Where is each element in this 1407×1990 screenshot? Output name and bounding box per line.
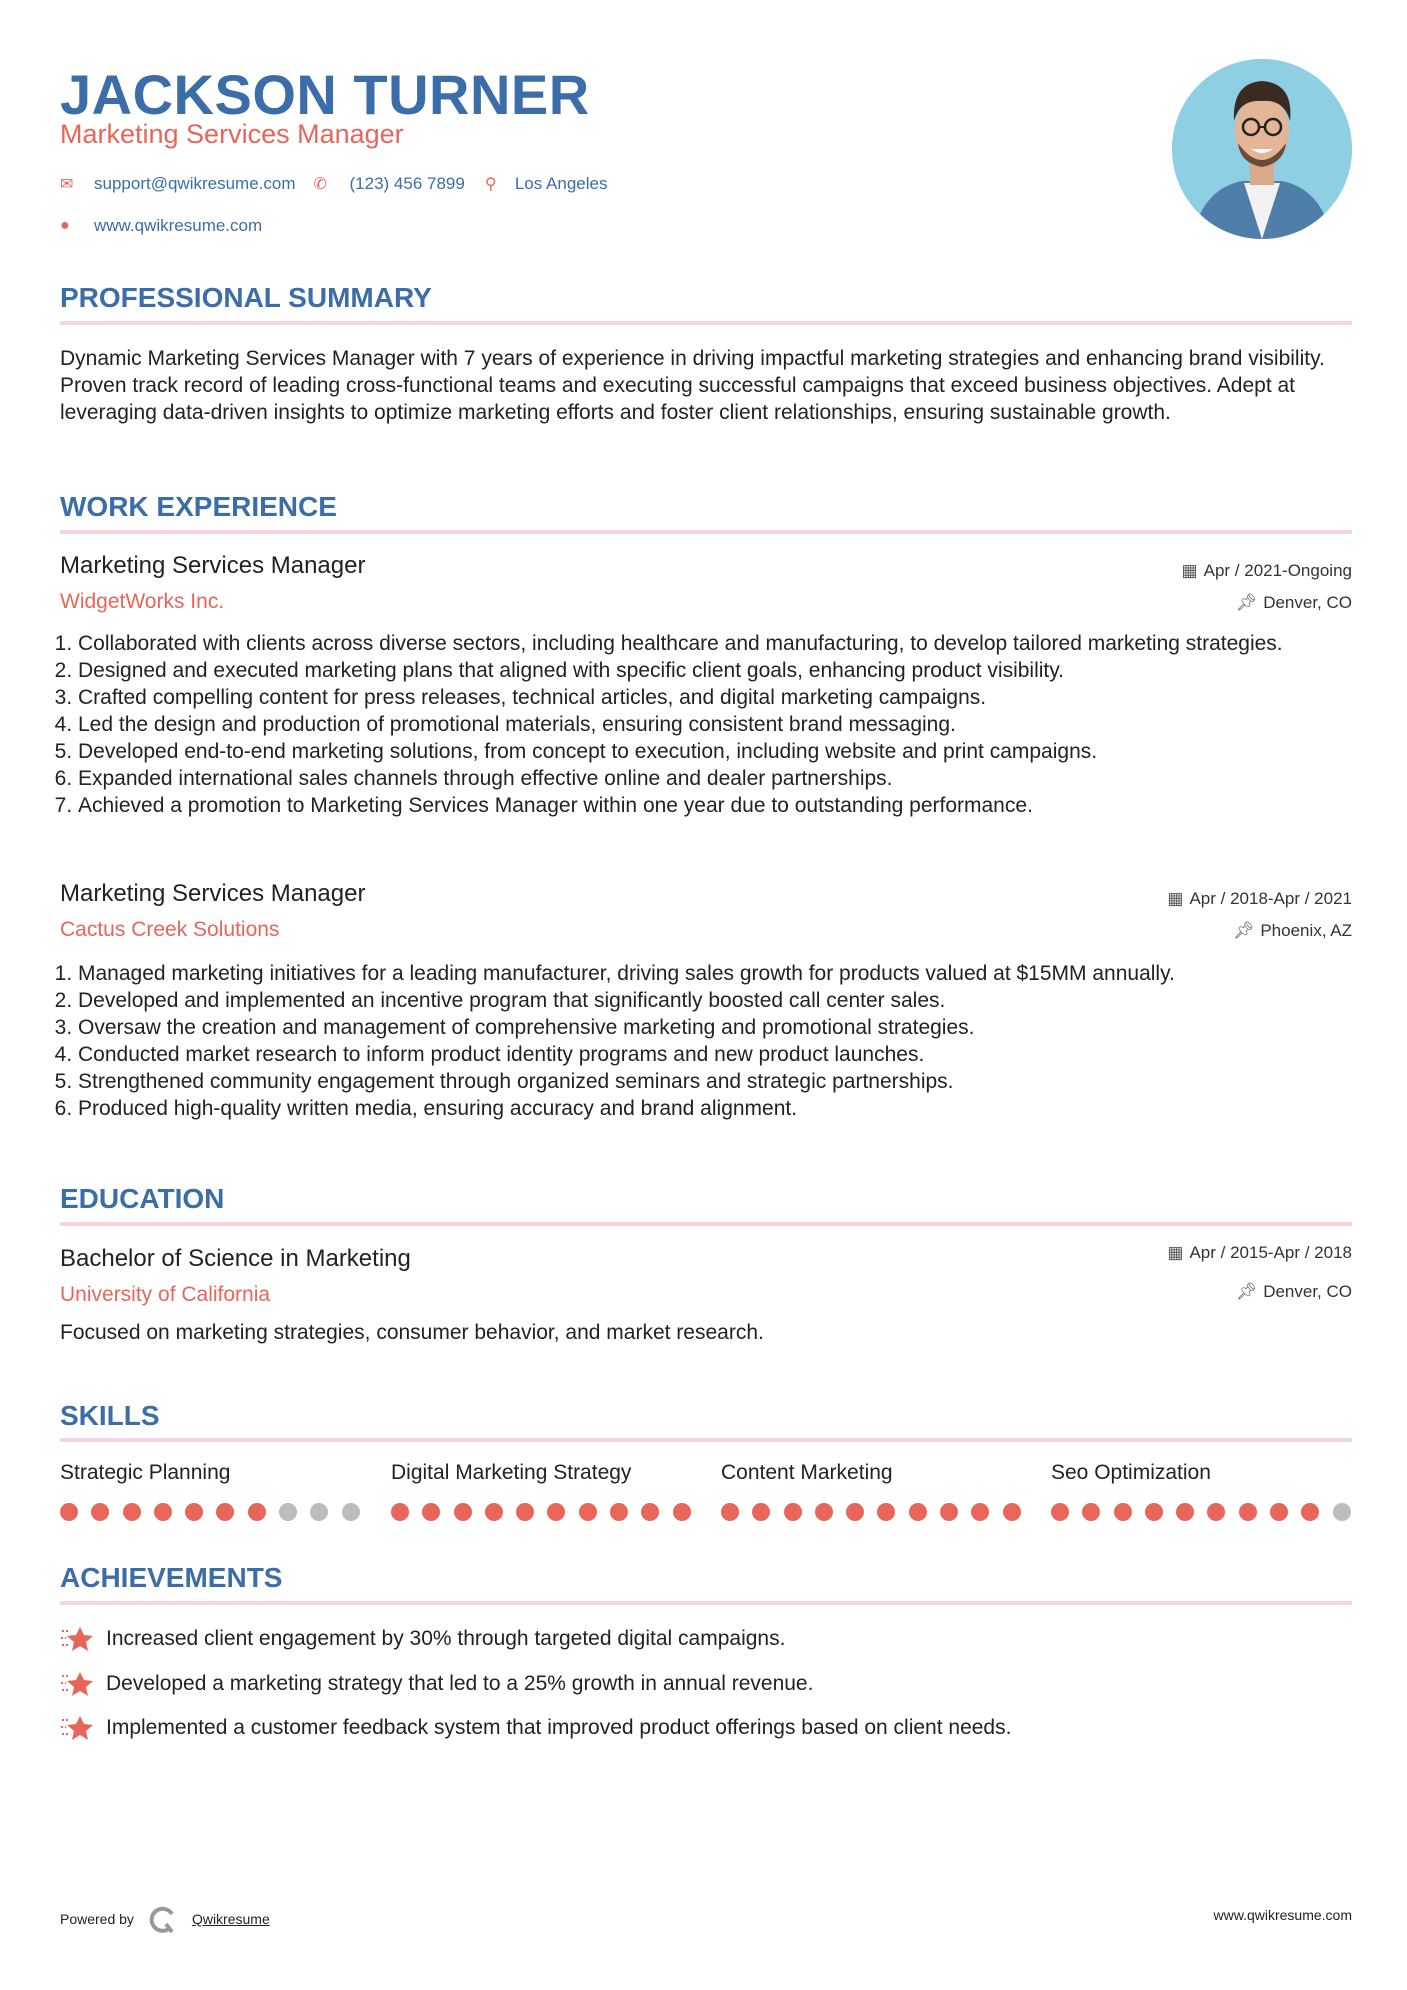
rating-dot-filled [248,1503,266,1521]
calendar-icon: ▦ [1181,561,1198,580]
email-link[interactable]: support@qwikresume.com [94,174,296,193]
rating-dot-filled [422,1503,440,1521]
skill-name: Digital Marketing Strategy [391,1461,632,1484]
job-bullets [60,960,1352,1122]
skill-rating [60,1503,360,1521]
rating-dot-filled [721,1503,739,1521]
rating-dot-filled [784,1503,802,1521]
achievements-divider [60,1601,1352,1605]
rating-dot-filled [909,1503,927,1521]
job-bullet: 3. Crafted compelling content for press releases, technical articles, and digital marketing campaigns. [78,684,1352,711]
rating-dot-empty [279,1503,297,1521]
website-row [60,216,262,236]
job-location-text: Denver, CO [1263,593,1352,612]
rating-dot-empty [1333,1503,1351,1521]
qwikresume-logo-icon [148,1904,178,1934]
job-bullet: 6. Expanded international sales channels through effective online and dealer partnerships. [78,765,1352,792]
rating-dot-filled [1239,1503,1257,1521]
qwikresume-link[interactable]: Qwikresume [191,1911,270,1927]
achievement-item [60,1670,813,1698]
education-dates [1167,1243,1352,1263]
contact-row [60,174,607,194]
rating-dot-filled [185,1503,203,1521]
profile-photo [1172,59,1352,239]
rating-dot-filled [216,1503,234,1521]
achievement-text: Developed a marketing strategy that led to a 25% growth in annual revenue. [106,1672,814,1695]
job-dates-text: Apr / 2018-Apr / 2021 [1189,889,1352,908]
pin-icon: 📌︎ [1235,593,1258,612]
rating-dot-filled [1003,1503,1021,1521]
summary-heading: PROFESSIONAL SUMMARY [60,282,432,313]
phone-icon: ✆ [313,176,327,193]
rating-dot-filled [485,1503,503,1521]
job-dates [1167,889,1352,909]
rating-dot-filled [1270,1503,1288,1521]
skill-rating [721,1503,1021,1521]
school: University of California [60,1283,271,1306]
skill-rating [391,1503,691,1521]
skill-rating [1051,1503,1351,1521]
job-bullet: 6. Produced high-quality written media, ensuring accuracy and brand alignment. [78,1095,1352,1122]
job-title: Marketing Services Manager [60,552,366,579]
powered-by-text: Powered by [60,1911,134,1927]
job-bullet: 2. Designed and executed marketing plans that aligned with specific client goals, enhancing product visibility. [78,657,1352,684]
job-bullet: 2. Developed and implemented an incentive program that significantly boosted call center sales. [78,987,1352,1014]
rating-dot-filled [454,1503,472,1521]
rating-dot-filled [752,1503,770,1521]
skill-name: Strategic Planning [60,1461,231,1484]
job-company: Cactus Creek Solutions [60,918,280,941]
rating-dot-filled [610,1503,628,1521]
achievement-item [60,1714,1011,1742]
globe-icon: ● [60,217,70,234]
rating-dot-filled [1082,1503,1100,1521]
star-award-icon [60,1670,94,1698]
rating-dot-empty [342,1503,360,1521]
job-bullet: 5. Developed end-to-end marketing solutions, from concept to execution, including website and print campaigns. [78,738,1352,765]
rating-dot-filled [940,1503,958,1521]
skill-item [1051,1461,1351,1521]
footer-powered [60,1904,270,1934]
skill-name: Seo Optimization [1051,1461,1211,1484]
job-location [1236,593,1352,613]
rating-dot-filled [516,1503,534,1521]
job-bullet: 7. Achieved a promotion to Marketing Services Manager within one year due to outstanding performance. [78,792,1352,819]
skill-name: Content Marketing [721,1461,893,1484]
job-title: Marketing Services Manager [60,880,366,907]
rating-dot-filled [547,1503,565,1521]
job-bullets [60,630,1352,819]
rating-dot-filled [154,1503,172,1521]
summary-divider [60,321,1352,325]
candidate-title: Marketing Services Manager [60,119,404,149]
job-company: WidgetWorks Inc. [60,590,225,613]
rating-dot-filled [673,1503,691,1521]
education-dates-text: Apr / 2015-Apr / 2018 [1189,1243,1352,1262]
education-heading: EDUCATION [60,1183,225,1214]
experience-divider [60,530,1352,534]
job-bullet: 4. Conducted market research to inform product identity programs and new product launches. [78,1041,1352,1068]
footer-website[interactable]: www.qwikresume.com [1213,1907,1352,1923]
rating-dot-filled [1176,1503,1194,1521]
rating-dot-filled [815,1503,833,1521]
education-location-text: Denver, CO [1263,1282,1352,1301]
rating-dot-filled [1114,1503,1132,1521]
education-description: Focused on marketing strategies, consumer behavior, and market research. [60,1321,764,1344]
rating-dot-filled [60,1503,78,1521]
job-bullet: 5. Strengthened community engagement through organized seminars and strategic partnerships. [78,1068,1352,1095]
job-dates-text: Apr / 2021-Ongoing [1203,561,1352,580]
rating-dot-filled [123,1503,141,1521]
education-divider [60,1222,1352,1226]
education-location [1236,1282,1352,1302]
website-link[interactable]: www.qwikresume.com [94,216,263,235]
phone-text: (123) 456 7899 [349,174,465,193]
achievements-heading: ACHIEVEMENTS [60,1562,283,1593]
rating-dot-filled [877,1503,895,1521]
job-bullet: 1. Collaborated with clients across diverse sectors, including healthcare and manufacturing, to develop tailored marketing strategies. [78,630,1352,657]
job-dates [1182,561,1352,581]
job-bullet: 1. Managed marketing initiatives for a leading manufacturer, driving sales growth for products valued at $15MM annually. [78,960,1352,987]
rating-dot-filled [1301,1503,1319,1521]
calendar-icon: ▦ [1167,1243,1184,1262]
job-location-text: Phoenix, AZ [1260,921,1352,940]
mail-icon: ✉ [60,176,74,193]
rating-dot-filled [1207,1503,1225,1521]
rating-dot-empty [310,1503,328,1521]
job-bullet: 4. Led the design and production of promotional materials, ensuring consistent brand messaging. [78,711,1352,738]
rating-dot-filled [971,1503,989,1521]
calendar-icon: ▦ [1167,889,1184,908]
experience-heading: WORK EXPERIENCE [60,491,337,522]
rating-dot-filled [1145,1503,1163,1521]
skill-item [391,1461,691,1521]
rating-dot-filled [391,1503,409,1521]
skills-divider [60,1438,1352,1442]
candidate-name: JACKSON TURNER [60,63,590,126]
achievement-text: Implemented a customer feedback system that improved product offerings based on client needs. [106,1716,1012,1739]
achievement-text: Increased client engagement by 30% through targeted digital campaigns. [106,1627,786,1650]
star-award-icon [60,1625,94,1653]
skills-heading: SKILLS [60,1400,160,1431]
skill-item [721,1461,1021,1521]
location-pin-icon: ⚲ [484,176,497,193]
rating-dot-filled [846,1503,864,1521]
achievement-item [60,1625,785,1653]
rating-dot-filled [579,1503,597,1521]
star-award-icon [60,1714,94,1742]
location-text: Los Angeles [514,174,608,193]
summary-text: Dynamic Marketing Services Manager with 7 years of experience in driving impactful marketing strategies and enhancing brand visibility. Proven track record of leading cross-functional teams and executing successful campaigns that exceed business objectives. Adept at leveraging data-driven insights to optimize marketing efforts and foster client relationships, ensuring sustainable growth. [60,347,1325,424]
job-bullet: 3. Oversaw the creation and management of comprehensive marketing and promotional strategies. [78,1014,1352,1041]
pin-icon: 📌︎ [1232,921,1255,940]
skill-item [60,1461,360,1521]
degree: Bachelor of Science in Marketing [60,1245,411,1272]
job-location [1233,921,1352,941]
pin-icon: 📌︎ [1235,1282,1258,1301]
rating-dot-filled [91,1503,109,1521]
rating-dot-filled [641,1503,659,1521]
rating-dot-filled [1051,1503,1069,1521]
